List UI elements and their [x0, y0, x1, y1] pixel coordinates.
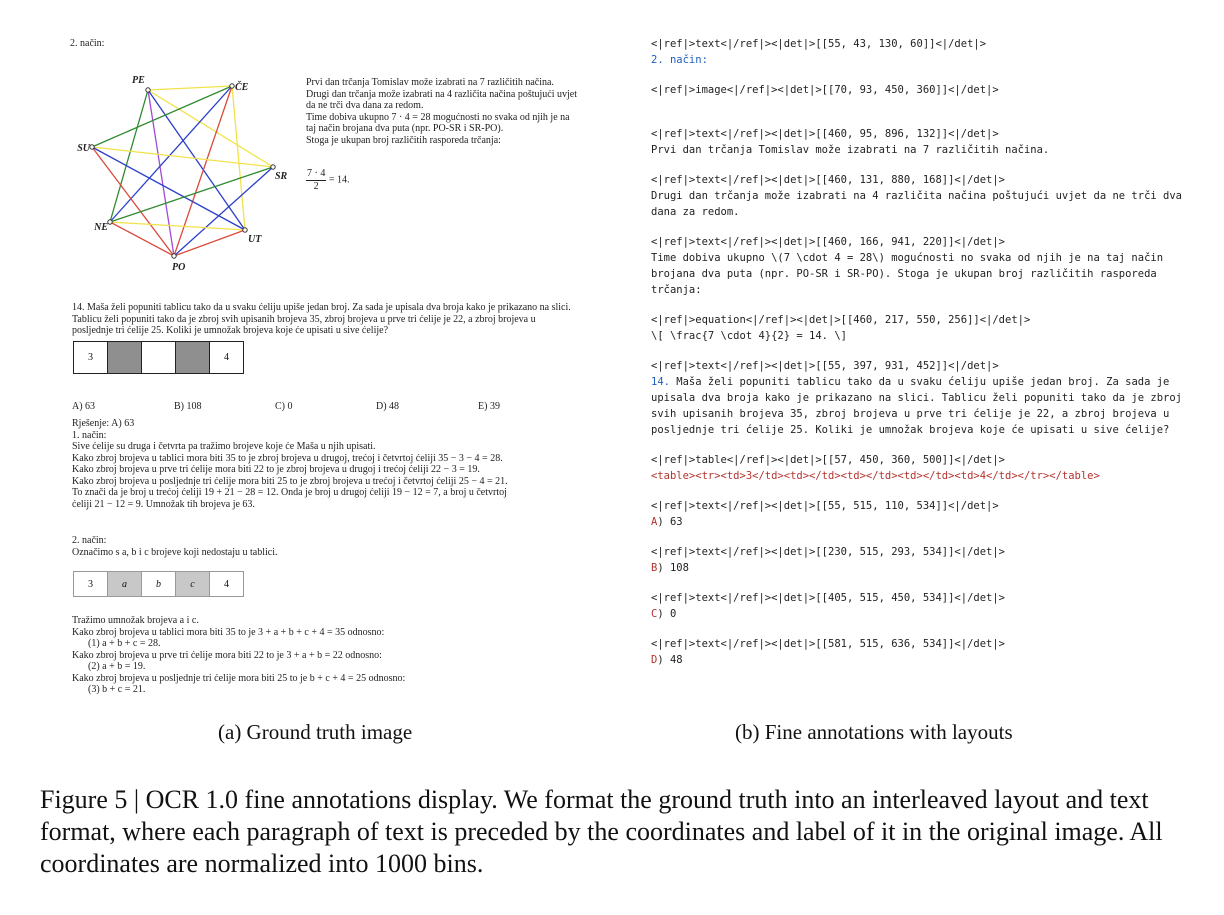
- table-cell-gray: [176, 342, 210, 373]
- table-cell: 4: [224, 578, 229, 590]
- derivation-line: Tražimo umnožak brojeva a i c.: [72, 615, 199, 626]
- annotation-block: [651, 358, 1196, 438]
- explanation-line: Drugi dan trčanja može izabrati na 4 različita načina poštujući uvjet da ne trči dva dana za redom.: [306, 88, 577, 111]
- graph-node-label: UT: [248, 234, 262, 245]
- table-cell-gray: a: [108, 572, 142, 596]
- solution-line: To znači da je broj u trećoj ćeliji 19 + 21 − 28 = 12. Onda je broj u drugoj ćeliji 19 − 12 = 7, a broj u četvrtoj: [72, 487, 507, 498]
- answer-option: D) 48: [376, 401, 400, 412]
- fraction-result: = 14.: [328, 174, 350, 186]
- annotation-header: <|ref|>text<|/ref|><|det|>[[55, 43, 130, 60]]<|/det|>: [651, 38, 987, 50]
- annotation-block: [651, 312, 1196, 344]
- annotation-block: [651, 590, 1196, 622]
- annotation-header: <|ref|>text<|/ref|><|det|>[[405, 515, 450, 534]]<|/det|>: [651, 592, 1006, 604]
- annotation-header: <|ref|>text<|/ref|><|det|>[[55, 515, 110, 534]]<|/det|>: [651, 500, 999, 512]
- annotation-body: Drugi dan trčanja može izabrati na 4 različita načina poštujući uvjet da ne trči dva dana za redom.: [651, 190, 1183, 218]
- graph-node: [90, 145, 94, 149]
- annotation-block: [651, 498, 1196, 530]
- solution-line: Sive ćelije su druga i četvrta pa tražimo brojeve koje će Maša u njih upisati.: [72, 441, 376, 452]
- problem-text: 14. Maša želi popuniti tablicu tako da u svaku ćeliju upiše jedan broj. Za sada je upisala dva broja kako je prikazano na slici. Tablicu želi popuniti tako da je zbroj svih upisanih brojeva 35, zbroj brojeva u prve tri ćelije je 22, a zbroj brojeva u posljednje tri ćelije 25. Koliki je umnožak brojeva koje će upisati u sive ćelije?: [72, 302, 571, 336]
- graph-edge-pe-po: [148, 90, 174, 256]
- annotation-block: [651, 636, 1196, 668]
- solution-line: Kako zbroj brojeva u tablici mora biti 35 to je zbroj brojeva u drugoj, trećoj i četvrtoj ćeliji 35 − 3 − 4 = 28.: [72, 452, 503, 464]
- derivation-line: (3) b + c = 21.: [88, 684, 146, 695]
- table-cell: b: [142, 572, 176, 596]
- graph-node-label: ČE: [235, 82, 249, 93]
- graph-edge-su-po: [92, 147, 174, 256]
- annotation-header: <|ref|>text<|/ref|><|det|>[[460, 166, 941, 220]]<|/det|>: [651, 236, 1006, 248]
- method-heading: 2. način:: [70, 38, 105, 49]
- annotation-body: Time dobiva ukupno \(7 \cdot 4 = 28\) mogućnosti no svaka od njih je na taj način brojana dva puta (npr. PO-SR i SR-PO). Stoga je ukupan broj različitih rasporeda trčanja:: [651, 252, 1164, 296]
- graph-edge-pe-ne: [110, 90, 148, 222]
- explanation-line: Stoga je ukupan broj različitih rasporeda trčanja:: [306, 134, 501, 146]
- explanation-line: Prvi dan trčanja Tomislav može izabrati na 7 različitih načina.: [306, 77, 554, 88]
- table-cell: [142, 342, 176, 373]
- answer-option: B) 108: [174, 401, 202, 412]
- annotation-header: <|ref|>text<|/ref|><|det|>[[460, 95, 896, 132]]<|/det|>: [651, 128, 999, 140]
- derivation-line: Kako zbroj brojeva u posljednje tri ćelije mora biti 25 to je b + c + 4 = 25 odnosno:: [72, 672, 406, 684]
- annotation-block: [651, 544, 1196, 576]
- annotations-panel: [651, 36, 1196, 668]
- derivation-line: (2) a + b = 19.: [88, 661, 146, 672]
- annotation-block: [651, 36, 1196, 68]
- method-two-line: 2. način:: [72, 535, 107, 546]
- annotation-block: [651, 234, 1196, 298]
- subcaption-right: (b) Fine annotations with layouts: [735, 720, 1013, 744]
- annotation-body: 2. način:: [651, 54, 708, 66]
- graph-nodes: [77, 75, 287, 273]
- annotation-block: [651, 452, 1196, 484]
- table-cell-gray: c: [176, 572, 210, 596]
- annotation-header: <|ref|>equation<|/ref|><|det|>[[460, 217, 550, 256]]<|/det|>: [651, 314, 1031, 326]
- annotation-body: B) 108: [651, 562, 689, 574]
- weekday-graph: [70, 70, 300, 280]
- graph-edge-pe-če: [148, 86, 232, 90]
- method-two-line: Označimo s a, b i c brojeve koji nedostaju u tablici.: [72, 546, 278, 558]
- graph-node: [243, 228, 247, 232]
- table-cell: 3: [74, 572, 108, 596]
- fraction-numerator: 7 · 4: [307, 168, 326, 179]
- solution-text: [72, 418, 508, 510]
- graph-edge-če-su: [92, 86, 232, 147]
- annotation-body: Prvi dan trčanja Tomislav može izabrati na 7 različitih načina.: [651, 144, 1050, 156]
- graph-node: [271, 165, 275, 169]
- solution-line: 1. način:: [72, 429, 107, 441]
- graph-node: [230, 84, 234, 88]
- graph-node: [172, 254, 176, 258]
- final-derivation: [72, 615, 405, 696]
- equation: [306, 168, 349, 192]
- annotation-body: \[ \frac{7 \cdot 4}{2} = 14. \]: [651, 330, 847, 342]
- graph-node: [108, 220, 112, 224]
- graph-edge-ne-po: [110, 222, 174, 256]
- variable-table: [73, 571, 244, 597]
- method-two-text: [72, 535, 278, 558]
- annotation-body: 14. Maša želi popuniti tablicu tako da u svaku ćeliju upiše jedan broj. Za sada je upisala dva broja kako je prikazano na slici. Tablicu želi popuniti tako da je zbroj svih upisanih brojeva 35, zbroj brojeva u prve tri ćelije je 22, a zbroj brojeva u posljednje tri ćelije 25. Koliki je umnožak brojeva koje će upisati u sive ćelije?: [651, 376, 1183, 436]
- table-cell: 3: [74, 342, 108, 373]
- derivation-line: (1) a + b + c = 28.: [88, 638, 161, 649]
- fraction-denominator: 2: [313, 180, 319, 192]
- annotation-header: <|ref|>table<|/ref|><|det|>[[57, 450, 360, 500]]<|/det|>: [651, 454, 1006, 466]
- graph-node-label: PO: [172, 262, 186, 273]
- annotation-block: [651, 82, 1196, 98]
- problem-table: [73, 341, 244, 374]
- answer-option: C) 0: [275, 401, 293, 412]
- graph-node-label: NE: [94, 222, 108, 233]
- answer-option: A) 63: [72, 401, 96, 412]
- solution-line: Kako zbroj brojeva u prve tri ćelije mora biti 22 to je zbroj brojeva u drugoj i trećoj ćeliji 22 − 3 = 19.: [72, 464, 480, 475]
- graph-node: [146, 88, 150, 92]
- annotation-block: [651, 172, 1196, 220]
- graph-node-label: SR: [275, 171, 288, 182]
- annotation-header: <|ref|>text<|/ref|><|det|>[[460, 131, 880, 168]]<|/det|>: [651, 174, 1006, 186]
- explanation-line: Time dobiva ukupno 7 · 4 = 28 mogućnosti no svaka od njih je na taj način brojana dva puta (npr. PO-SR i SR-PO).: [306, 111, 570, 134]
- explanation-text: [306, 77, 581, 146]
- annotation-body: <table><tr><td>3</td><td></td><td></td><td></td><td>4</td></tr></table>: [651, 470, 1100, 482]
- solution-line: Rješenje: A) 63: [72, 418, 135, 429]
- solution-line: Kako zbroj brojeva u posljednje tri ćelije mora biti 25 to je zbroj brojeva u trećoj i četvrtoj ćeliji 25 − 4 = 21.: [72, 475, 508, 487]
- derivation-line: Kako zbroj brojeva u prve tri ćelije mora biti 22 to je 3 + a + b = 22 odnosno:: [72, 649, 382, 661]
- derivation-line: Kako zbroj brojeva u tablici mora biti 35 to je 3 + a + b + c + 4 = 35 odnosno:: [72, 626, 385, 638]
- annotation-body: D) 48: [651, 654, 683, 666]
- solution-line: ćeliji 21 − 12 = 9. Umnožak tih brojeva je 63.: [72, 498, 255, 510]
- subcaption-left: (a) Ground truth image: [218, 720, 413, 744]
- annotation-header: <|ref|>text<|/ref|><|det|>[[581, 515, 636, 534]]<|/det|>: [651, 638, 1006, 650]
- annotation-header: <|ref|>text<|/ref|><|det|>[[55, 397, 931, 452]]<|/det|>: [651, 360, 999, 372]
- graph-node-label: PE: [132, 75, 145, 86]
- annotation-header: <|ref|>text<|/ref|><|det|>[[230, 515, 293, 534]]<|/det|>: [651, 546, 1006, 558]
- annotation-body: C) 0: [651, 608, 677, 620]
- graph-edge-če-ut: [232, 86, 245, 230]
- figure-caption: Figure 5 | OCR 1.0 fine annotations display. We format the ground truth into an interleaved layout and text format, where each paragraph of text is preceded by the coordinates and label of it in the original image. All coordinates are normalized into 1000 bins.: [40, 785, 1163, 878]
- graph-edge-ut-po: [174, 230, 245, 256]
- graph-node-label: SU: [77, 143, 90, 154]
- annotation-block: [651, 126, 1196, 158]
- annotation-header: <|ref|>image<|/ref|><|det|>[[70, 93, 450, 360]]<|/det|>: [651, 84, 999, 96]
- graph-edge-pe-ut: [148, 90, 245, 230]
- table-cell-gray: [108, 342, 142, 373]
- answer-option: E) 39: [478, 401, 500, 412]
- table-cell: 4: [224, 352, 229, 363]
- equation-fraction: [306, 168, 326, 192]
- graph-edge-ne-ut: [110, 222, 245, 230]
- annotation-body: A) 63: [651, 516, 683, 528]
